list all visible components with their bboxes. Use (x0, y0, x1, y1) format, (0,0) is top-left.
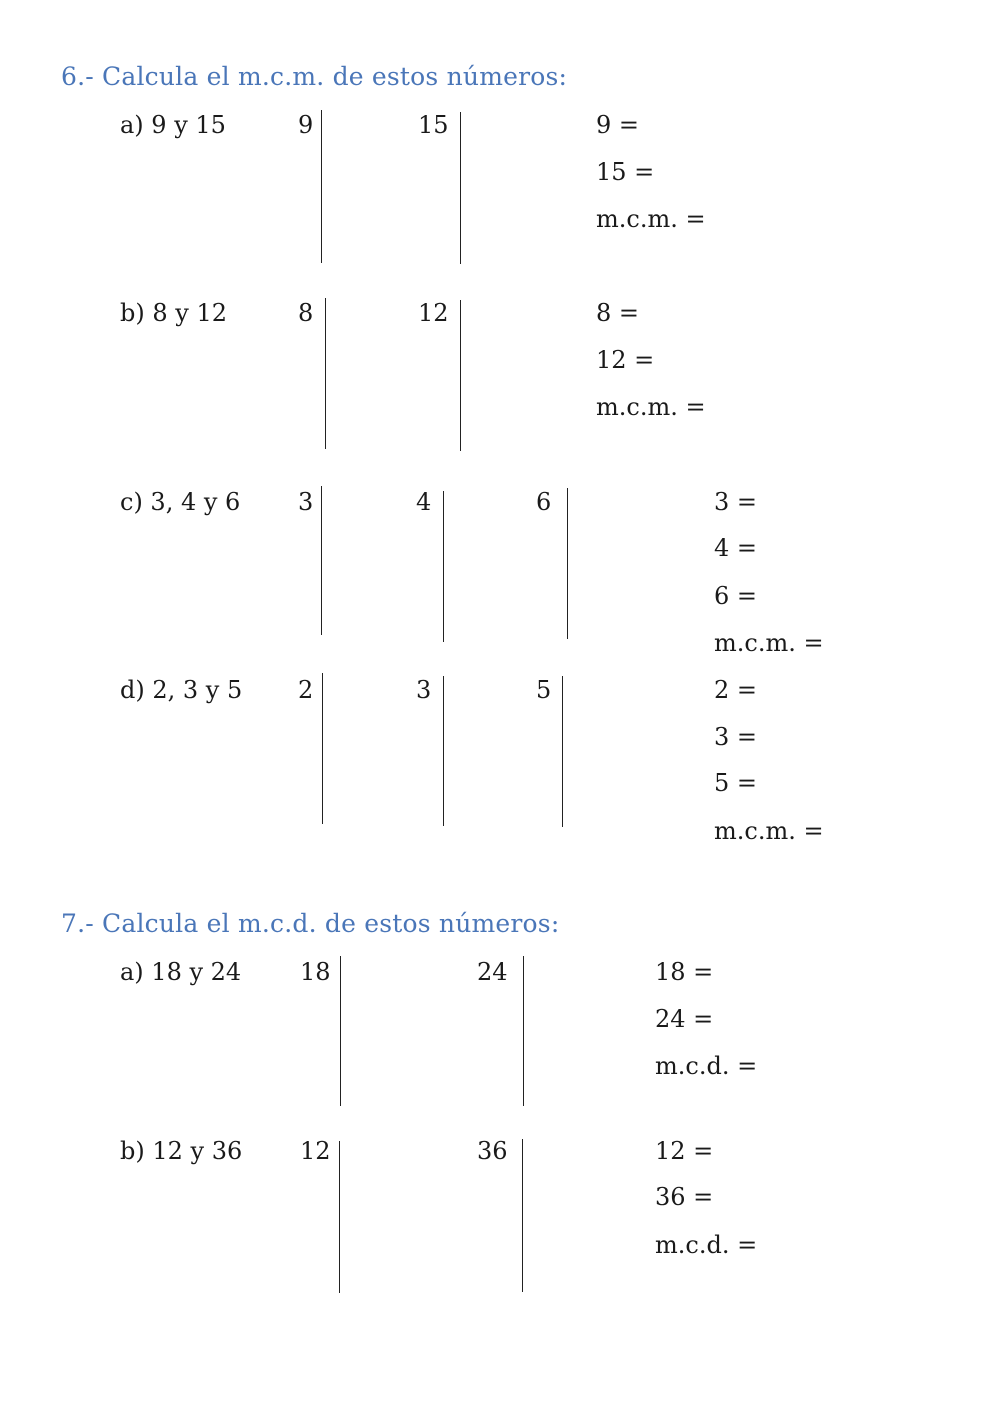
problem-7a-number-2: 24 (477, 958, 508, 986)
problem-7b-result-1[interactable]: 12 = (655, 1137, 714, 1165)
problem-6c-label: c) 3, 4 y 6 (120, 488, 241, 516)
problem-7b-result-3[interactable]: m.c.d. = (655, 1231, 758, 1259)
problem-7a-result-1[interactable]: 18 = (655, 958, 714, 986)
problem-6b-result-1[interactable]: 8 = (596, 299, 640, 327)
problem-6c-number-3: 6 (536, 488, 552, 516)
problem-6a-division-line-1[interactable] (321, 110, 322, 263)
problem-6d-result-3[interactable]: 5 = (714, 769, 758, 797)
problem-6c-result-2[interactable]: 4 = (714, 534, 758, 562)
problem-6c-result-3[interactable]: 6 = (714, 582, 758, 610)
problem-6b-number-2: 12 (418, 299, 449, 327)
problem-7b-result-2[interactable]: 36 = (655, 1183, 714, 1211)
problem-6a-result-1[interactable]: 9 = (596, 111, 640, 139)
problem-6a-division-line-2[interactable] (460, 112, 461, 264)
problem-6b-result-3[interactable]: m.c.m. = (596, 393, 706, 421)
problem-6b-result-2[interactable]: 12 = (596, 346, 655, 374)
problem-6d-result-4[interactable]: m.c.m. = (714, 817, 824, 845)
problem-6c-result-4[interactable]: m.c.m. = (714, 629, 824, 657)
problem-6d-number-3: 5 (536, 676, 552, 704)
problem-6c-division-line-2[interactable] (443, 491, 444, 642)
problem-6b-label: b) 8 y 12 (120, 299, 227, 327)
problem-6b-division-line-2[interactable] (460, 300, 461, 451)
problem-7b-division-line-2[interactable] (522, 1139, 523, 1292)
problem-6c-number-2: 4 (416, 488, 432, 516)
problem-7a-division-line-2[interactable] (523, 956, 524, 1106)
section-6-title: 6.- Calcula el m.c.m. de estos números: (61, 62, 568, 91)
problem-6d-result-2[interactable]: 3 = (714, 723, 758, 751)
problem-6c-division-line-1[interactable] (321, 486, 322, 635)
section-7-title: 7.- Calcula el m.c.d. de estos números: (61, 909, 560, 938)
problem-7a-label: a) 18 y 24 (120, 958, 242, 986)
problem-6d-division-line-1[interactable] (322, 673, 323, 824)
problem-6c-number-1: 3 (298, 488, 314, 516)
problem-6a-result-3[interactable]: m.c.m. = (596, 205, 706, 233)
problem-6d-division-line-3[interactable] (562, 676, 563, 827)
problem-6a-label: a) 9 y 15 (120, 111, 226, 139)
problem-7a-result-3[interactable]: m.c.d. = (655, 1052, 758, 1080)
problem-7b-number-2: 36 (477, 1137, 508, 1165)
problem-7a-result-2[interactable]: 24 = (655, 1005, 714, 1033)
problem-7b-division-line-1[interactable] (339, 1141, 340, 1293)
problem-6c-result-1[interactable]: 3 = (714, 488, 758, 516)
problem-7a-number-1: 18 (300, 958, 331, 986)
problem-7b-label: b) 12 y 36 (120, 1137, 243, 1165)
problem-7a-division-line-1[interactable] (340, 956, 341, 1106)
problem-6c-division-line-3[interactable] (567, 488, 568, 639)
problem-6a-number-2: 15 (418, 111, 449, 139)
problem-6d-result-1[interactable]: 2 = (714, 676, 758, 704)
problem-6d-division-line-2[interactable] (443, 676, 444, 826)
problem-7b-number-1: 12 (300, 1137, 331, 1165)
problem-6a-number-1: 9 (298, 111, 314, 139)
problem-6d-label: d) 2, 3 y 5 (120, 676, 243, 704)
problem-6a-result-2[interactable]: 15 = (596, 158, 655, 186)
problem-6d-number-2: 3 (416, 676, 432, 704)
problem-6d-number-1: 2 (298, 676, 314, 704)
problem-6b-division-line-1[interactable] (325, 298, 326, 449)
problem-6b-number-1: 8 (298, 299, 314, 327)
